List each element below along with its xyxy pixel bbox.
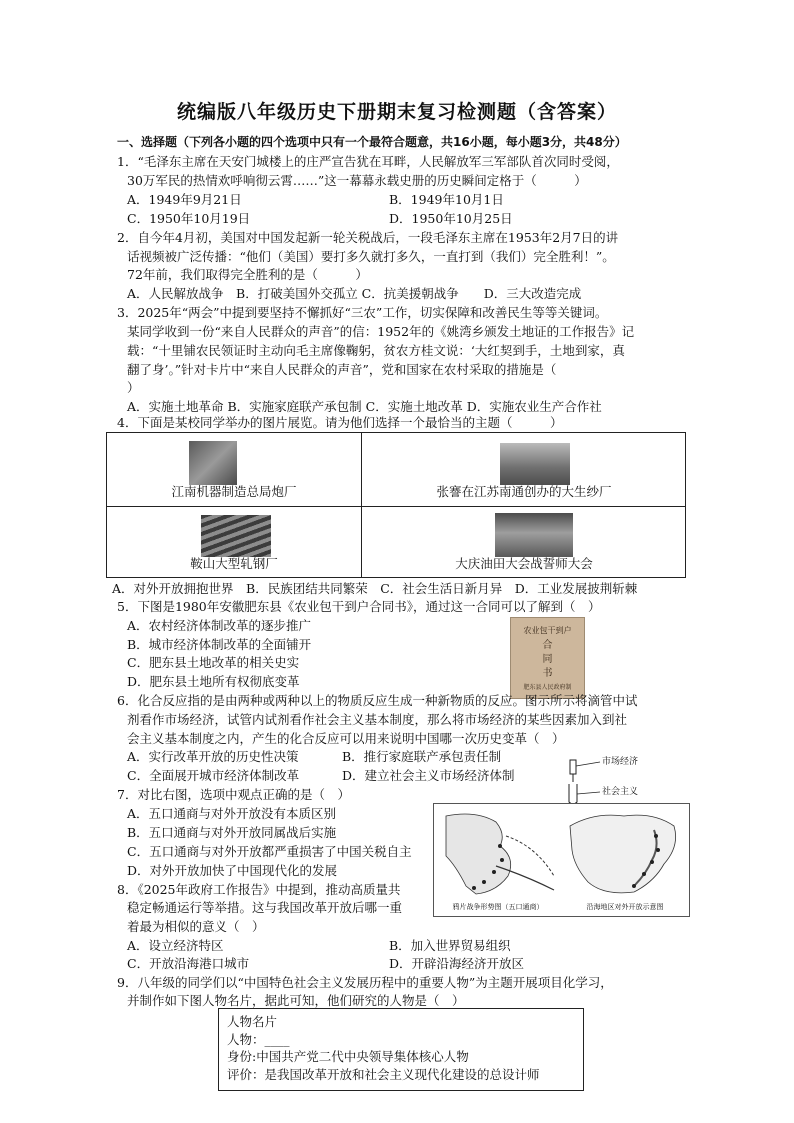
- q4-options: A．对外开放拥抱世界 B．民族团结共同繁荣 C．社会生活日新月异 D．工业发展披荆斩棘: [112, 581, 638, 596]
- q6-option-b: B．推行家庭联产承包责任制: [342, 749, 502, 764]
- q1-option-c: C．1950年10月19日: [127, 211, 251, 226]
- q3-stem-line4: 翻了身’。”针对卡片中“来自人民群众的声音”，党和国家在农村采取的措施是（: [127, 362, 557, 377]
- q2-stem-line2: 话视频被广泛传播：“他们（美国）要打多久就打多久，一直打到（我们）完全胜利！”。: [127, 249, 615, 264]
- q8-option-d: D．开辟沿海经济开放区: [389, 956, 525, 971]
- q9-stem-line2: 并制作如下图人物名片，据此可知，他们研究的人物是（ ）: [127, 993, 465, 1008]
- q8-option-b: B．加入世界贸易组织: [389, 938, 511, 953]
- q7-map-coastal-opening: [564, 806, 686, 901]
- q9-card-evaluation: 评价：是我国改革开放和社会主义现代化建设的总设计师: [227, 1066, 540, 1082]
- q3-stem-line2: 某同学收到一份“来自人民群众的声音”的信：1952年的《姚湾乡颁发土地证的工作报告》记: [127, 324, 635, 339]
- q9-person-card: [218, 1008, 584, 1091]
- page-title: 统编版八年级历史下册期末复习检测题（含答案）: [176, 101, 617, 123]
- q7-stem: 7．对比右图，选项中观点正确的是（ ）: [117, 787, 350, 802]
- q1-option-d: D．1950年10月25日: [389, 211, 513, 226]
- q4-caption-4: 大庆油田大会战誓师大会: [455, 556, 593, 571]
- q5-option-b: B．城市经济体制改革的全面铺开: [127, 637, 312, 652]
- q4-photo-steel-mill: [201, 515, 271, 557]
- q4-photo-table: [106, 432, 686, 578]
- q5-contract-char-2: 同: [542, 654, 553, 665]
- q4-photo-cotton-mill: [500, 443, 570, 485]
- q8-option-a: A．设立经济特区: [127, 938, 224, 953]
- q8-option-c: C．开放沿海港口城市: [127, 956, 250, 971]
- q6-option-a: A．实行改革开放的历史性决策: [127, 749, 299, 764]
- q3-stem-line3: 载：“十里铺农民领证时主动向毛主席像鞠躬，贫农方桂文说：‘大红契到手，土地到家，真: [127, 343, 625, 358]
- q6-label-socialism: 社会主义: [602, 787, 639, 797]
- q4-caption-1: 江南机器制造总局炮厂: [171, 484, 297, 499]
- q7-maps-figure: [433, 803, 690, 917]
- q7-map2-caption: 沿海地区对外开放示意图: [586, 903, 664, 911]
- q3-stem-line1: 3．2025年“两会”中提到要坚持不懈抓好“三农”工作，切实保障和改善民生等等关键词。: [117, 305, 608, 320]
- q6-stem-line3: 会主义基本制度之内，产生的化合反应可以用来说明中国哪一次历史变革（ ）: [127, 731, 565, 746]
- q8-stem-line3: 着最为相似的意义（ ）: [127, 919, 265, 934]
- q4-stem: 4．下面是某校同学举办的图片展览。请为他们选择一个最恰当的主题（ ）: [117, 415, 563, 430]
- q9-card-title: 人物名片: [227, 1014, 278, 1029]
- q4-photo-arsenal: [189, 441, 237, 485]
- q2-stem-line3: 72年前，我们取得完全胜利的是（ ）: [127, 267, 368, 282]
- q1-stem-line1: 1．“毛泽东主席在天安门城楼上的庄严宣告犹在耳畔，人民解放军三军部队首次同时受阅，: [117, 154, 619, 169]
- q8-stem-line2: 稳定畅通运行等举措。这与我国改革开放后哪一重: [127, 900, 403, 915]
- q6-stem-line2: 剂看作市场经济，试管内试剂看作社会主义基本制度，那么将市场经济的某些因素加入到社: [127, 712, 628, 727]
- q5-stem: 5．下图是1980年安徽肥东县《农业包干到户合同书》，通过这一合同可以了解到（ ）: [117, 599, 601, 614]
- q3-options: A．实施土地革命 B．实施家庭联产承包制 C．实施土地改革 D．实施农业生产合作社: [127, 399, 602, 414]
- q7-option-a: A．五口通商与对外开放没有本质区别: [127, 806, 337, 821]
- q5-contract-footer: 肥东县人民政府制: [523, 684, 572, 691]
- q4-caption-2: 张謇在江苏南通创办的大生纱厂: [436, 484, 612, 499]
- q5-contract-image: [510, 617, 585, 699]
- q7-option-d: D．对外开放加快了中国现代化的发展: [127, 863, 338, 878]
- q3-stem-line5: ）: [127, 380, 140, 395]
- section-header: 一、选择题（下列各小题的四个选项中只有一个最符合题意，共16小题，每小题3分，共48分）: [117, 135, 627, 149]
- q1-stem-line2: 30万军民的热情欢呼响彻云霄……”这一幕幕永载史册的历史瞬间定格于（ ）: [127, 173, 587, 188]
- q9-stem-line1: 9．八年级的同学们以“中国特色社会主义发展历程中的重要人物”为主题开展项目化学习，: [117, 975, 613, 990]
- q5-option-a: A．农村经济体制改革的逐步推广: [127, 618, 312, 633]
- q7-map1-caption: 鸦片战争形势图（五口通商）: [452, 903, 544, 911]
- q1-option-a: A．1949年9月21日: [127, 192, 242, 207]
- q5-contract-char-3: 书: [542, 668, 553, 679]
- q9-card-person: 人物：____: [227, 1031, 290, 1047]
- q9-card-identity: 身份:中国共产党二代中央领导集体核心人物: [227, 1049, 469, 1064]
- q4-caption-3: 鞍山大型轧钢厂: [190, 556, 278, 571]
- q5-contract-title: 农业包干到户: [523, 626, 572, 635]
- q6-option-c: C．全面展开城市经济体制改革: [127, 768, 300, 783]
- q1-option-b: B．1949年10月1日: [389, 192, 504, 207]
- q6-option-d: D．建立社会主义市场经济体制: [342, 768, 515, 783]
- q4-photo-oilfield-rally: [495, 513, 573, 557]
- q2-stem-line1: 2．自今年4月初，美国对中国发起新一轮关税战后，一段毛泽东主席在1953年2月7日的讲: [117, 230, 619, 245]
- q5-option-c: C．肥东县土地改革的相关史实: [127, 655, 300, 670]
- q6-label-market: 市场经济: [602, 757, 639, 767]
- q5-contract-char-1: 合: [542, 640, 553, 651]
- q5-option-d: D．肥东县土地所有权彻底变革: [127, 674, 300, 689]
- q7-option-c: C．五口通商与对外开放都严重损害了中国关税自主: [127, 844, 412, 859]
- q7-option-b: B．五口通商与对外开放同属战后实施: [127, 825, 337, 840]
- q2-options: A．人民解放战争 B．打破美国外交孤立 C．抗美援朝战争 D．三大改造完成: [127, 286, 582, 301]
- q6-stem-line1: 6．化合反应指的是由两种或两种以上的物质反应生成一种新物质的反应。图示所示将滴管中试: [117, 693, 638, 708]
- q8-stem-line1: 8．《2025年政府工作报告》中提到，推动高质量共: [117, 882, 401, 897]
- q7-map-opium-war: [436, 806, 560, 901]
